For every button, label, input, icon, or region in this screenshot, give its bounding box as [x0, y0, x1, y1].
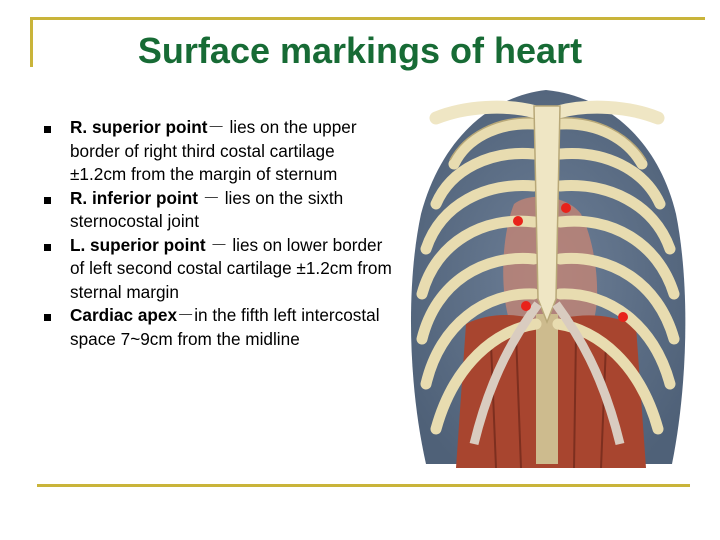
bullet-term: R. superior point — [70, 117, 208, 137]
bullet-text: lies on the upper border of right third costal cartilage ±1.2cm from the margin of sternum — [70, 117, 357, 184]
bullet-text: lies on lower border of left second costal cartilage ±1.2cm from sternal margin — [70, 234, 392, 302]
slide-title: Surface markings of heart — [137, 30, 583, 71]
bullet-square-icon — [44, 197, 51, 204]
bullet-text: in the fifth left intercostal space 7~9cm from the midline — [70, 305, 380, 349]
r-superior-point-marker — [513, 216, 523, 226]
bullet-term: L. superior point — [70, 234, 206, 255]
frame-bottom-line — [37, 484, 690, 487]
bullet-dash: － — [177, 305, 195, 325]
bullet-cardiac-apex — [44, 304, 394, 351]
l-superior-point-marker — [561, 203, 571, 213]
bullet-dash: － — [207, 117, 225, 137]
frame-top-line — [30, 17, 705, 20]
thorax-figure — [396, 84, 700, 468]
bullet-l-superior-point — [44, 234, 394, 305]
bullet-dash: － — [205, 234, 228, 255]
thorax-illustration-icon — [396, 84, 700, 468]
bullet-square-icon — [44, 126, 51, 133]
spine — [536, 314, 558, 464]
sternum — [534, 106, 560, 322]
bullet-term: R. inferior point — [70, 187, 198, 208]
bullet-r-superior-point — [44, 116, 394, 187]
r-inferior-point-marker — [521, 301, 531, 311]
bullet-list — [44, 116, 394, 351]
bullet-text: lies on the sixth sternocostal joint — [70, 187, 344, 231]
bullet-r-inferior-point — [44, 187, 394, 234]
bullet-square-icon — [44, 244, 51, 251]
cardiac-apex-marker — [618, 312, 628, 322]
bullet-dash: － — [197, 187, 220, 208]
bullet-square-icon — [44, 314, 51, 321]
bullet-term: Cardiac apex — [70, 305, 178, 325]
